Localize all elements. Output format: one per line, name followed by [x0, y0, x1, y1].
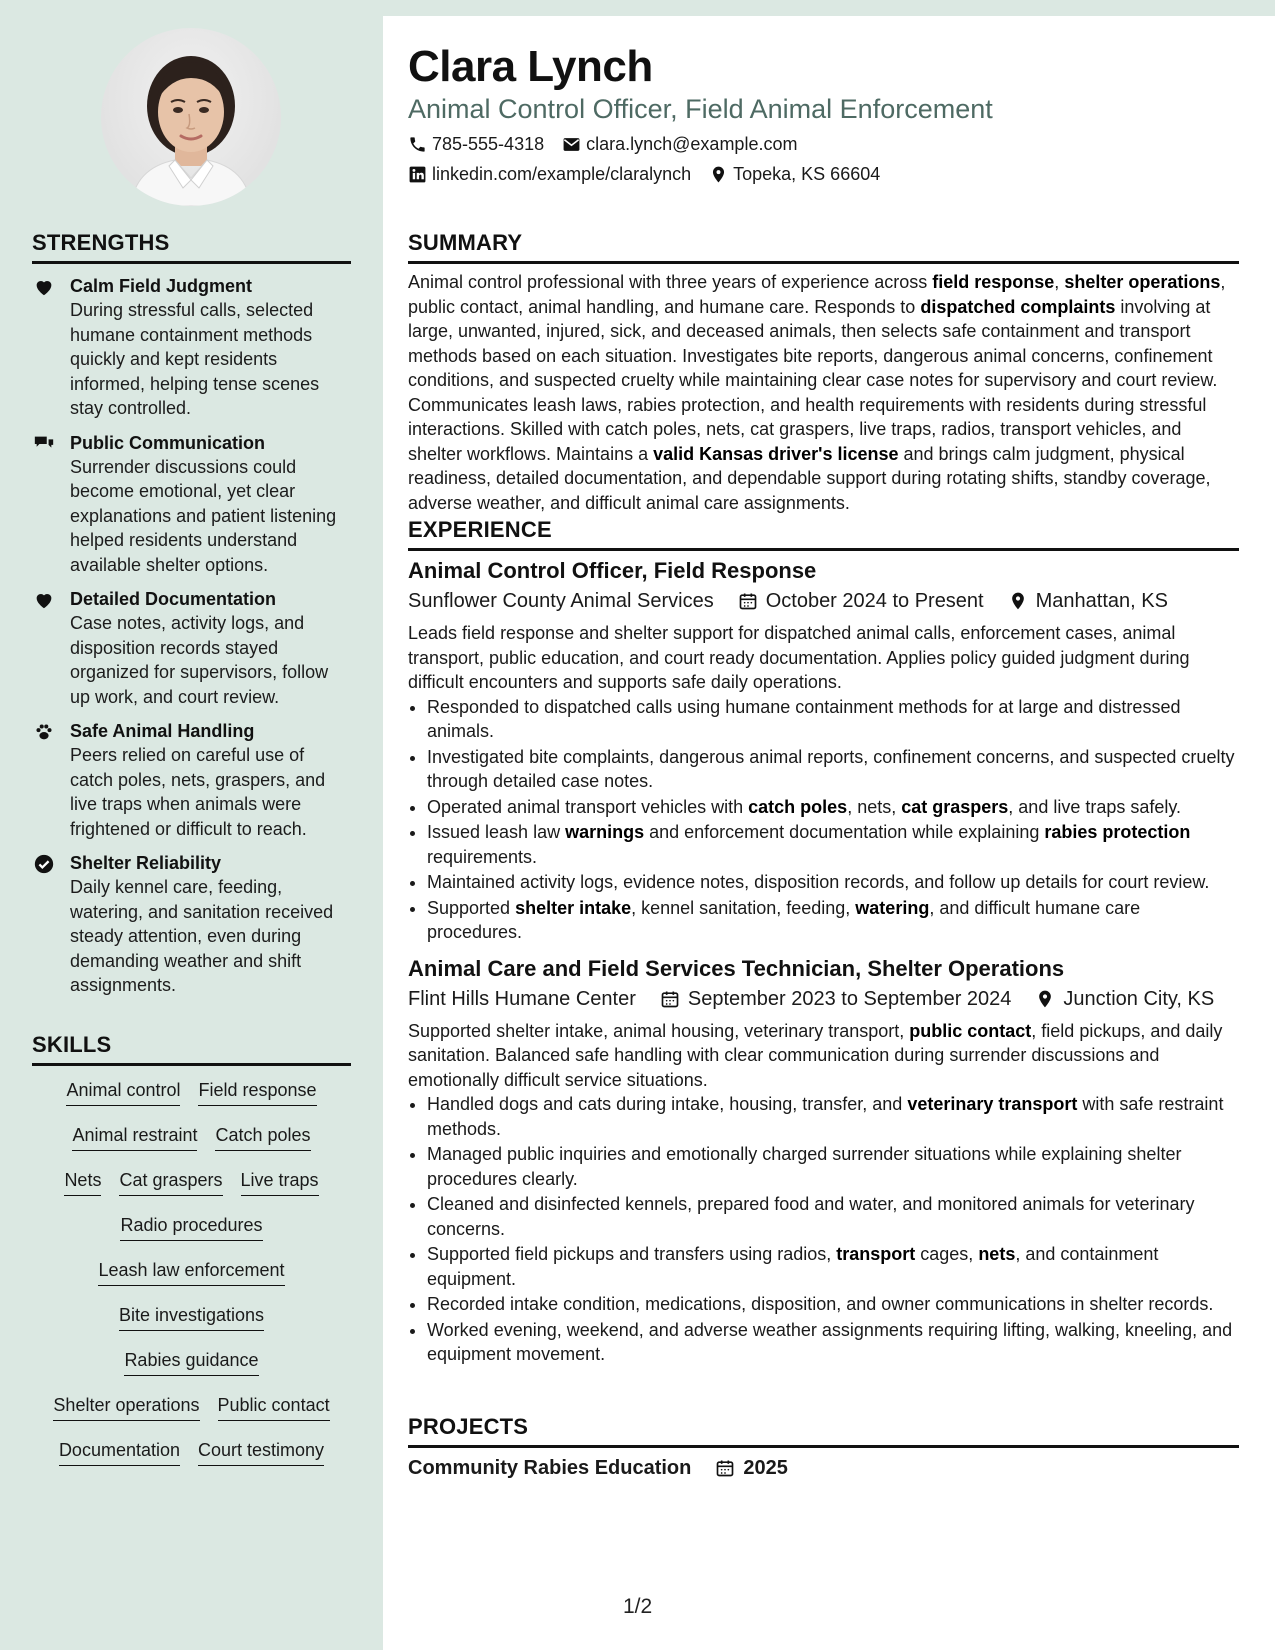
- chat-bubbles-icon: [33, 433, 55, 455]
- skills-heading: SKILLS: [32, 1032, 351, 1066]
- heart-icon: [33, 589, 55, 611]
- calendar-icon: [715, 1458, 735, 1478]
- summary-section: [408, 230, 1239, 515]
- map-pin-icon: [1008, 591, 1028, 611]
- strength-description: Peers relied on careful use of catch poles, nets, graspers, and live traps when animals were frightened or difficult to reach.: [70, 745, 326, 839]
- text-run: Supported: [427, 897, 516, 918]
- skill-row: [32, 1168, 351, 1213]
- job-location: Junction City, KS: [1063, 987, 1215, 1010]
- location-contact: [709, 164, 880, 185]
- skill-row: [32, 1078, 351, 1123]
- text-run: Recorded intake condition, medications, disposition, and owner communications in shelter records.: [427, 1294, 1214, 1314]
- strength-title: Public Communication: [70, 432, 266, 453]
- bold-phrase: nets: [978, 1244, 1016, 1264]
- text-run: Managed public inquiries and emotionally charged surrender situations while explaining shelter procedures clearly.: [427, 1144, 1182, 1189]
- skill-row: [32, 1438, 351, 1483]
- text-run: , and live traps safely.: [1008, 796, 1182, 817]
- bold-phrase: watering: [855, 897, 930, 918]
- text-run: Responded to dispatched calls using humane containment methods for at large and distressed animals.: [427, 696, 1181, 741]
- job-location: Manhattan, KS: [1035, 590, 1168, 612]
- calendar-icon-wrap: [738, 591, 758, 611]
- calendar-icon: [660, 989, 680, 1009]
- experience-section: [408, 517, 1239, 1368]
- check-circle-icon: [33, 853, 55, 875]
- bullet-item: [427, 870, 1239, 895]
- job-organization: Flint Hills Humane Center: [408, 987, 636, 1010]
- map-pin-icon-wrap: [1035, 989, 1055, 1009]
- skill-row: [32, 1303, 351, 1348]
- skill-tag: Rabies guidance: [124, 1348, 258, 1376]
- bullet-item: [427, 896, 1239, 945]
- strength-description: Case notes, activity logs, and disposition records stayed organized for supervisors, follow up work, and court review.: [70, 613, 329, 707]
- job-bullets: [408, 1092, 1239, 1367]
- map-pin-icon-wrap: [1008, 591, 1028, 611]
- job-organization: Sunflower County Animal Services: [408, 590, 714, 612]
- text-run: , kennel sanitation, feeding,: [631, 897, 856, 918]
- phone-icon: [408, 135, 427, 154]
- candidate-name: Clara Lynch: [408, 42, 653, 91]
- bold-phrase: rabies protection: [1044, 822, 1191, 842]
- paw-icon: [33, 721, 55, 743]
- strength-item: [32, 587, 351, 709]
- strength-description: During stressful calls, selected humane containment methods quickly and kept residents informed, helping tense scenes stay controlled.: [70, 300, 320, 418]
- bold-phrase: catch poles: [748, 796, 848, 817]
- linkedin-icon: [408, 165, 427, 184]
- projects-heading: PROJECTS: [408, 1414, 1239, 1448]
- bullet-item: [427, 695, 1239, 744]
- job-intro: [408, 621, 1239, 695]
- envelope-icon: [562, 135, 581, 154]
- summary-heading: SUMMARY: [408, 230, 1239, 264]
- linkedin-contact[interactable]: [408, 164, 691, 185]
- skill-tag: Documentation: [59, 1438, 180, 1466]
- email-text[interactable]: clara.lynch@example.com: [586, 134, 798, 154]
- phone-text: 785-555-4318: [432, 134, 545, 154]
- strength-item: [32, 719, 351, 841]
- bullet-item: [427, 1092, 1239, 1141]
- bold-phrase: shelter operations: [1064, 272, 1221, 292]
- skill-tag: Shelter operations: [53, 1393, 199, 1421]
- job-dates: September 2023 to September 2024: [687, 987, 1012, 1010]
- skill-tag: Animal control: [66, 1078, 180, 1106]
- skill-row: [32, 1348, 351, 1393]
- text-run: Issued leash law: [427, 822, 566, 842]
- projects-section: [408, 1414, 1239, 1483]
- job-meta: [408, 984, 1239, 1014]
- skill-tag: Catch poles: [215, 1123, 310, 1151]
- text-run: , nets,: [847, 796, 902, 817]
- phone-contact: [408, 134, 544, 155]
- text-run: Leads field response and shelter support for dispatched animal calls, enforcement cases, animal transport, public education, and court ready documentation. Applies policy guided judgment during difficult encounters and supports safe daily operations.: [408, 623, 1190, 692]
- profile-photo: [101, 28, 281, 206]
- skill-tag: Nets: [64, 1168, 101, 1196]
- skill-row: [32, 1213, 351, 1258]
- text-run: and enforcement documentation while explaining: [644, 822, 1045, 842]
- bullet-item: [427, 1318, 1239, 1367]
- page-number: 1/2: [623, 1595, 653, 1618]
- location-text: Topeka, KS 66604: [733, 164, 881, 184]
- text-run: , field pickups, and daily sanitation. Balanced safe handling with clear communication during surrender discussions and emotionally difficult service situations.: [408, 1020, 1223, 1090]
- text-run: Maintained activity logs, evidence notes, disposition records, and follow up details for court review.: [427, 872, 1210, 892]
- bullet-item: [427, 745, 1239, 794]
- strengths-heading: STRENGTHS: [32, 230, 351, 264]
- email-contact[interactable]: [562, 134, 797, 155]
- heart-icon: [33, 276, 55, 298]
- job-entry: [408, 954, 1239, 1367]
- bold-phrase: valid Kansas driver's license: [653, 443, 899, 464]
- skill-tag: Court testimony: [198, 1438, 324, 1466]
- skill-row: [32, 1123, 351, 1168]
- text-run: Supported shelter intake, animal housing, veterinary transport,: [408, 1020, 910, 1041]
- skill-tag: Leash law enforcement: [98, 1258, 284, 1286]
- strength-title: Calm Field Judgment: [70, 276, 253, 296]
- text-run: and brings calm judgment, physical readiness, detailed documentation, and dependable support during rotating shifts, standby coverage, adverse weather, and difficult animal care assignments.: [408, 443, 1211, 513]
- strength-description: Daily kennel care, feeding, watering, and sanitation received steady attention, even during demanding weather and shift assignments.: [70, 877, 334, 995]
- job-bullets: [408, 695, 1239, 945]
- text-run: , and difficult humane care procedures.: [427, 897, 1141, 942]
- project-entry: [408, 1453, 1239, 1483]
- linkedin-text[interactable]: linkedin.com/example/claralynch: [432, 164, 692, 184]
- skill-tag: Public contact: [218, 1393, 330, 1421]
- text-run: Investigated bite complaints, dangerous animal reports, confinement concerns, and suspected cruelty through detailed case notes.: [427, 746, 1235, 791]
- strengths-list: [32, 274, 351, 998]
- skill-tag: Bite investigations: [119, 1303, 264, 1331]
- bold-phrase: warnings: [565, 822, 645, 842]
- project-year: 2025: [743, 1457, 788, 1479]
- job-title: Animal Control Officer, Field Response: [408, 558, 817, 583]
- bold-phrase: public contact: [909, 1020, 1032, 1041]
- job-dates: October 2024 to Present: [765, 590, 984, 612]
- job-meta: [408, 586, 1239, 616]
- map-pin-icon: [709, 165, 728, 184]
- map-pin-icon: [1035, 989, 1055, 1009]
- text-run: involving at large, unwanted, injured, sick, and deceased animals, then selects safe containment and transport methods based on each situation. Investigates bite reports, dangerous animal concerns, confinement conditions, and suspected cruelty while maintaining clear case notes for supervisory and court review. Communicates leash laws, rabies protection, and health requirements with residents during stressful interactions. Skilled with catch poles, nets, cat graspers, live traps, radios, transport vehicles, and shelter workflows. Maintains a: [408, 296, 1218, 464]
- bullet-item: [427, 1142, 1239, 1191]
- job-list: [408, 556, 1239, 1367]
- bold-phrase: field response: [932, 272, 1055, 292]
- bullet-item: [427, 1192, 1239, 1241]
- strength-description: Surrender discussions could become emotional, yet clear explanations and patient listening helped residents understand available shelter options.: [70, 456, 337, 575]
- calendar-icon-wrap: [715, 1458, 735, 1478]
- experience-heading: EXPERIENCE: [408, 517, 1239, 551]
- text-run: , public contact, animal handling, and humane care. Responds to: [408, 272, 1226, 317]
- bullet-item: [427, 820, 1239, 869]
- strengths-section: [32, 230, 351, 998]
- calendar-icon-wrap: [660, 989, 680, 1009]
- strength-title: Shelter Reliability: [70, 853, 222, 873]
- skill-tag: Cat graspers: [119, 1168, 222, 1196]
- contact-line-1: [408, 134, 797, 155]
- text-run: with safe restraint methods.: [427, 1094, 1224, 1139]
- text-run: cages,: [915, 1244, 979, 1264]
- skill-tag: Radio procedures: [120, 1213, 262, 1241]
- bullet-item: [427, 1242, 1239, 1291]
- bullet-item: [427, 1292, 1239, 1317]
- text-run: Supported field pickups and transfers using radios,: [427, 1244, 837, 1264]
- strength-title: Detailed Documentation: [70, 589, 277, 609]
- strength-item: [32, 274, 351, 421]
- skill-tag: Live traps: [241, 1168, 319, 1196]
- summary-text: [408, 270, 1239, 515]
- text-run: Operated animal transport vehicles with: [427, 796, 749, 817]
- job-intro: [408, 1019, 1239, 1093]
- strength-item: [32, 431, 351, 578]
- skill-tag: Animal restraint: [72, 1123, 197, 1151]
- job-title: Animal Care and Field Services Technician, Shelter Operations: [408, 955, 1065, 981]
- text-run: Cleaned and disinfected kennels, prepared food and water, and monitored animals for veterinary concerns.: [427, 1194, 1195, 1239]
- strength-title: Safe Animal Handling: [70, 721, 255, 741]
- text-run: Handled dogs and cats during intake, housing, transfer, and: [427, 1094, 908, 1114]
- contact-line-2: [408, 164, 880, 185]
- text-run: ,: [1054, 272, 1065, 292]
- text-run: , and containment equipment.: [427, 1244, 1159, 1289]
- bold-phrase: veterinary transport: [907, 1094, 1078, 1114]
- candidate-role: Animal Control Officer, Field Animal Enforcement: [408, 94, 993, 124]
- bold-phrase: dispatched complaints: [920, 296, 1116, 317]
- text-run: Animal control professional with three years of experience across: [408, 272, 933, 292]
- job-entry: [408, 556, 1239, 945]
- bold-phrase: transport: [836, 1244, 916, 1264]
- project-list: [408, 1453, 1239, 1483]
- skill-row: [32, 1258, 351, 1303]
- skill-tag: Field response: [198, 1078, 316, 1106]
- text-run: requirements.: [427, 846, 538, 867]
- bold-phrase: cat graspers: [901, 796, 1009, 817]
- skills-list: [32, 1078, 351, 1483]
- bullet-item: [427, 795, 1239, 820]
- project-title: Community Rabies Education: [408, 1457, 692, 1479]
- skill-row: [32, 1393, 351, 1438]
- skills-section: [32, 1032, 351, 1483]
- strength-item: [32, 851, 351, 998]
- bold-phrase: shelter intake: [515, 897, 632, 918]
- text-run: Worked evening, weekend, and adverse weather assignments requiring lifting, walking, kneeling, and equipment movement.: [427, 1319, 1233, 1364]
- calendar-icon: [738, 591, 758, 611]
